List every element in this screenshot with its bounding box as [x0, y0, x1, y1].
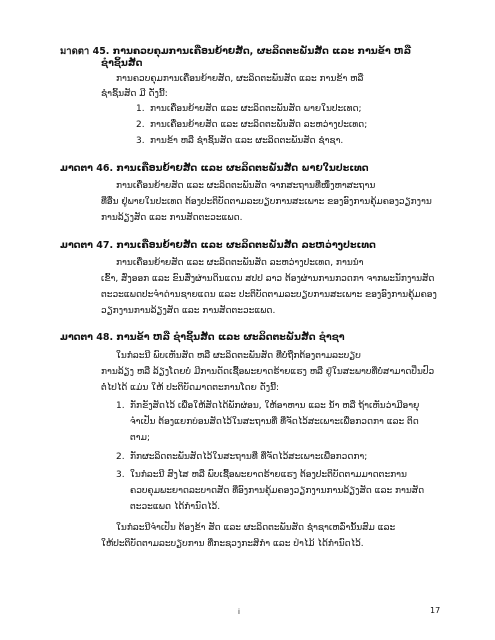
article-46-line: ການລ້ຽງສັດ ແລະ ການສັດຕະວະແພດ.	[101, 213, 243, 223]
article-47-title: ມາດຕາ 47. ການເຄື່ອນຍ້າຍສັດ ແລະ ຜະລິດຕະພັນສັດ ລະຫວ່າງປະເທດ	[60, 240, 376, 251]
article-48-line: ຕໍ່ໄປໄດ້ ແມ່ນ ໃຫ້ ປະຕິບັດມາດຕະການໂດຍ ດັ່ງນີ້:	[101, 383, 280, 393]
article-47-line: ເຂົ້າ, ສົ່ງອອກ ແລະ ຂົນສົ່ງຜ່ານດິນແດນ ສປປ ລາວ ຕ້ອງຜ່ານການກວດກາ ຈາກພະນັກງານສັດ	[101, 274, 435, 284]
item-number: 3.	[136, 136, 145, 146]
item-text: ການເຄື່ອນຍ້າຍສັດ ແລະ ຜະລິດຕະພັນສັດ ລະຫວ່າງປະເທດ;	[150, 120, 368, 130]
article-48-closing: ໃນກໍລະນີຈໍາເປັນ ຕ້ອງຂ້າ ສັດ ແລະ ຜະລິດຕະພັນສັດ ຊໍາຊາເຫລົ່ານັ້ນສົມ ແລະ	[116, 523, 396, 533]
article-48-line: ໃນກໍລະນີ ພົບເຫັນສັດ ຫລື ຜະລິດຕະພັນສັດ ທີ່ບໍ່ຖືກຕ້ອງຕາມລະບຽບ	[116, 351, 361, 361]
article-48-item-2	[116, 451, 367, 463]
article-48-line: ການລ້ຽງ ຫລື ລ້ຽງໂດຍບໍ່ ມີການດັດເຊື້ອພະຍາດຮ້າຍແຮງ ຫລື ຢູ່ໃນສະພາບທີ່ບໍ່ສາມາດປິ່ນປົວ	[101, 367, 435, 377]
article-47-line: ຕະວະແພດປະຈໍາດ່ານຊາຍແດນ ແລະ ປະຕິບັດຕາມລະບຽບການສະເພາະ ຂອງອົງການຄຸ້ມຄອງ	[101, 290, 437, 300]
item-number: 1.	[116, 401, 125, 411]
article-47-line: ວຽກງານການລ້ຽງສັດ ແລະ ການສັດຕະວະແພດ.	[101, 306, 276, 316]
item-text: ກັກຜະລິດຕະພັນສັດໄວ້ໃນສະຖານທີ່ ທີ່ຈັດໄວ້ສະເພາະເພື່ອກວດກາ;	[130, 452, 368, 462]
article-45-item	[136, 119, 367, 131]
article-48-item-1-cont: ຕາມ;	[130, 433, 150, 443]
article-45-intro-cont: ຊໍາຊິ້ນສັດ ມີ ດັ່ງນີ້:	[101, 89, 168, 99]
article-46-line: ທີ່ອື່ນ ຢູ່ພາຍໃນປະເທດ ຕ້ອງປະຕິບັດຕາມລະບຽບການສະເພາະ ຂອງອົງການຄຸ້ມຄອງວຽກງານ	[101, 197, 432, 207]
article-48-closing: ໃຫ້ປະຕິບັດຕາມລະບຽບການ ທີ່ກະຊວງກະສິກໍາ ແລະ ປ່າໄມ້ ໄດ້ກໍານົດໄວ້.	[101, 539, 364, 549]
footer-mark: i	[238, 608, 240, 616]
article-48-item-3-cont: ຄວບຄຸມພະຍາດລະບາດສັດ ທີ່ອົງການຄຸ້ມຄອງວຽກງານການລ້ຽງສັດ ແລະ ການສັດ	[130, 486, 425, 496]
article-48-title: ມາດຕາ 48. ການຂ້າ ຫລື ຊໍາຊິ້ນສັດ ແລະ ຜະລິດຕະພັນສັດ ຊໍາຊາ	[60, 332, 345, 343]
article-46-title: ມາດຕາ 46. ການເຄື່ອນຍ້າຍສັດ ແລະ ຜະລິດຕະພັນສັດ ພາຍໃນປະເທດ	[60, 163, 369, 174]
item-number: 2.	[136, 120, 145, 130]
item-text: ການຂ້າ ຫລື ຊໍາຊິ້ນສັດ ແລະ ຜະລິດຕະພັນສັດ ຊໍາຊາ.	[150, 136, 344, 146]
article-45-title-cont: ຊໍາຊິ້ນສັດ	[101, 58, 143, 69]
article-45-intro: ການຄວບຄຸມການເຄື່ອນຍ້າຍສັດ, ຜະລິດຕະພັນສັດ ແລະ ການຂ້າ ຫລື	[116, 74, 364, 84]
article-48-item-1-cont: ຈໍາເປັນ ຕ້ອງແຍກບ່ອນສັດໄວ້ໃນສະຖານທີ່ ທີ່ຈັດໄວ້ສະເພາະເພື່ອກວດກາ ແລະ ຕິດ	[130, 417, 419, 427]
item-text: ການເຄື່ອນຍ້າຍສັດ ແລະ ຜະລິດຕະພັນສັດ ພາຍໃນປະເທດ;	[150, 104, 362, 114]
article-48-item-1	[116, 400, 419, 412]
page-number: 17	[430, 606, 441, 615]
item-number: 1.	[136, 104, 145, 114]
article-45-item	[136, 135, 343, 147]
article-46-line: ການເຄື່ອນຍ້າຍສັດ ແລະ ຜະລິດຕະພັນສັດ ຈາກສະຖານທີ່ໜຶ່ງຫາສະຖານ	[116, 181, 376, 191]
item-text: ໃນກໍລະນີ ສົງໄສ ຫລື ພົບເຊື້ອພະຍາດຮ້າຍແຮງ ຕ້ອງປະຕິບັດຕາມມາດຕະການ	[130, 470, 407, 480]
item-number: 2.	[116, 452, 125, 462]
article-45-item	[136, 103, 362, 115]
article-48-item-3	[116, 469, 407, 481]
item-number: 3.	[116, 470, 125, 480]
article-47-line: ການເຄື່ອນຍ້າຍສັດ ແລະ ຜະລິດຕະພັນສັດ ລະຫວ່າງປະເທດ, ການນໍາ	[116, 258, 364, 268]
item-text: ກັກຂັງສັດໄວ້ ເພື່ອໃຫ້ສັດໄດ້ພັກຜ່ອນ, ໃຫ້ອາຫານ ແລະ ນໍ້າ ຫລື ຖ້າເຫັນວ່າມີອາຍຸ	[130, 401, 420, 411]
article-45-title: มาดตา 45. ການຄວບຄຸມການເຄື່ອນຍ້າຍສັດ, ຜະລິດຕະພັນສັດ ແລະ ການຂ້າ ຫລື	[60, 46, 412, 57]
article-48-item-3-cont: ຕະວະແພດ ໄດ້ກໍານົດໄວ້.	[130, 502, 221, 512]
